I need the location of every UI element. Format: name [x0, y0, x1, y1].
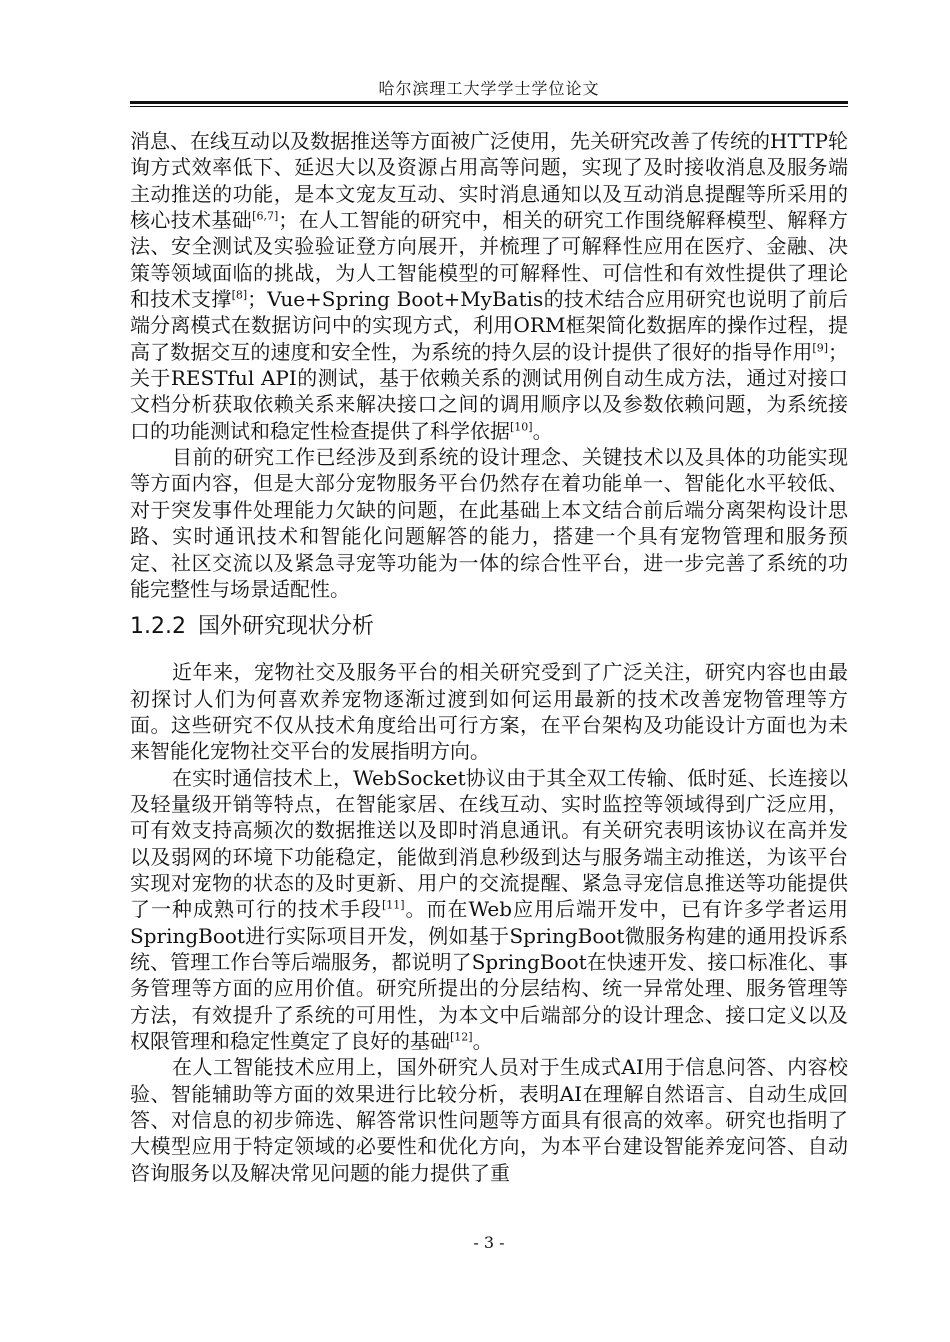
- citation: [8]: [231, 288, 248, 302]
- paragraph-text: 。: [532, 418, 553, 443]
- running-header: 哈尔滨理工大学学士学位论文: [378, 79, 600, 98]
- page-body: [130, 128, 848, 1186]
- paragraph-text: ；关于RESTful API的测试，基于依赖关系的测试用例自动生成方法，通过对接口文档分析获取依赖关系来解决接口之间的调用顺序以及参数依赖问题，为系统接口的功能测试和稳定性检查提供了科学依据: [130, 339, 848, 443]
- body-paragraph-2: 目前的研究工作已经涉及到系统的设计理念、关键技术以及具体的功能实现等方面内容，但是大部分宠物服务平台仍然存在着功能单一、智能化水平较低、对于突发事件处理能力欠缺的问题，在此基础上本文结合前后端分离架构设计思路、实时通讯技术和智能化问题解答的能力，搭建一个具有宠物管理和服务预定、社区交流以及紧急寻宠等功能为一体的综合性平台，进一步完善了系统的功能完整性与场景适配性。: [130, 445, 848, 601]
- body-paragraph-5: 在人工智能技术应用上，国外研究人员对于生成式AI用于信息问答、内容校验、智能辅助等方面的效果进行比较分析，表明AI在理解自然语言、自动生成回答、对信息的初步筛选、解答常识性问题等方面具有很高的效率。研究也指明了大模型应用于特定领域的必要性和优化方向，为本平台建设智能养宠问答、自动咨询服务以及解决常见问题的能力提供了重: [130, 1055, 848, 1185]
- section-heading: [130, 610, 848, 644]
- body-paragraph-1: [130, 128, 848, 444]
- section-number: 1.2.2: [130, 614, 186, 640]
- citation: [10]: [510, 420, 533, 434]
- body-paragraph-4: [130, 765, 848, 1055]
- paragraph-text: 。而在Web应用后端开发中，已有许多学者运用SpringBoot进行实际项目开发，例如基于SpringBoot微服务构建的通用投诉系统、管理工作台等后端服务，都说明了SpringBoot在快速开发、接口标准化、事务管理等方面的应用价值。研究所提出的分层结构、统一异常处理、服务管理等方法，有效提升了系统的可用性，为本文中后端部分的设计理念、接口定义以及权限管理和稳定性奠定了良好的基础: [130, 897, 848, 1053]
- citation: [6,7]: [252, 209, 279, 223]
- citation: [11]: [381, 898, 405, 912]
- paragraph-text: 在实时通信技术上，WebSocket协议由于其全双工传输、低时延、长连接以及轻量级开销等特点，在智能家居、在线互动、实时监控等领域得到广泛应用，可有效支持高频次的数据推送以及即时消息通讯。有关研究表明该协议在高并发以及弱网的环境下功能稳定，能做到消息秒级到达与服务端主动推送，为该平台实现对宠物的状态的及时更新、用户的交流提醒、紧急寻宠信息推送等功能提供了一种成熟可行的技术手段: [130, 765, 848, 922]
- citation: [12]: [450, 1030, 473, 1044]
- body-paragraph-3: 近年来，宠物社交及服务平台的相关研究受到了广泛关注，研究内容也由最初探讨人们为何喜欢养宠物逐渐过渡到如何运用最新的技术改善宠物管理等方面。这些研究不仅从技术角度给出可行方案，在平台架构及功能设计方面也为未来智能化宠物社交平台的发展指明方向。: [130, 660, 848, 764]
- paragraph-text: 。: [472, 1029, 493, 1053]
- header-rule: [130, 101, 848, 104]
- page-number: - 3 -: [473, 1233, 505, 1252]
- section-title: 国外研究现状分析: [197, 614, 374, 640]
- paragraph-text: 消息、在线互动以及数据推送等方面被广泛使用，先关研究改善了传统的HTTP轮询方式效率低下、延迟大以及资源占用高等问题，实现了及时接收消息及服务端主动推送的功能，是本文宠友互动、实时消息通知以及互动消息提醒等所采用的核心技术基础: [130, 129, 848, 233]
- paragraph-text: ；在人工智能的研究中，相关的研究工作围绕解释模型、解释方法、安全测试及实验验证登方向展开，并梳理了可解释性应用在医疗、金融、决策等领域面临的挑战，为人工智能模型的可解释性、可信性和有效性提供了理论和技术支撑: [130, 208, 849, 312]
- header-rule-thin: [130, 106, 848, 107]
- paragraph-text: ；Vue+Spring Boot+MyBatis的技术结合应用研究也说明了前后端分离模式在数据访问中的实现方式，利用ORM框架简化数据库的操作过程，提高了数据交互的速度和安全性，为系统的持久层的设计提供了很好的指导作用: [130, 287, 849, 364]
- citation: [9]: [812, 341, 828, 355]
